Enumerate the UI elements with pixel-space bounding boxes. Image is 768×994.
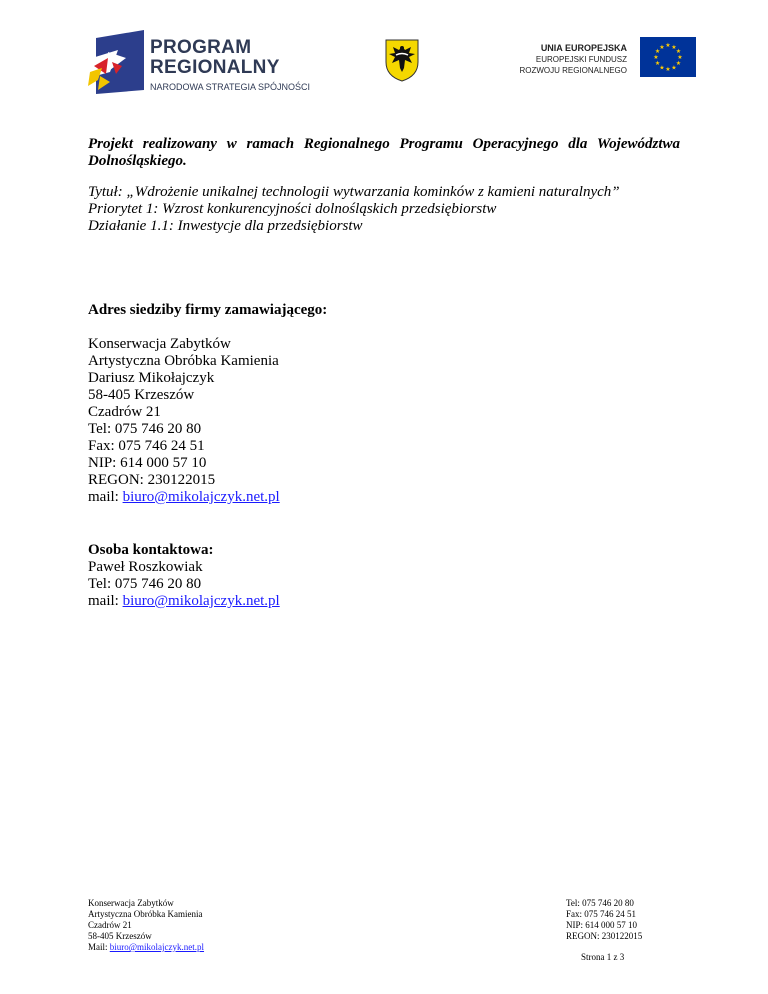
footer-mail-link[interactable]: biuro@mikolajczyk.net.pl <box>109 942 205 952</box>
footer-line: Fax: 075 746 24 51 <box>566 909 637 919</box>
address-lines <box>88 336 327 506</box>
program-regionalny-emblem-icon <box>88 28 148 96</box>
program-logo-line1: PROGRAM <box>150 37 252 58</box>
eu-flag-icon <box>640 37 696 82</box>
lower-silesia-coat-of-arms-icon <box>384 38 420 87</box>
footer-line: Tel: 075 746 20 80 <box>566 898 634 908</box>
footer-line: Konserwacja Zabytków <box>88 898 174 908</box>
project-details <box>88 184 680 235</box>
intro-text: Projekt realizowany w ramach Regionalnego Programu Operacyjnego dla Województwa Dolnośląskiego. <box>88 136 680 169</box>
address-mail-line <box>88 489 327 506</box>
address-line: NIP: 614 000 57 10 <box>88 455 207 471</box>
eu-star-icon: ★ <box>675 61 682 68</box>
eu-label <box>505 42 627 76</box>
contact-heading: Osoba kontaktowa: <box>88 542 214 558</box>
project-info <box>88 136 680 235</box>
eu-star-icon: ★ <box>654 49 661 56</box>
project-title: Tytuł: „Wdrożenie unikalnej technologii wytwarzania kominków z kamieni naturalnych” <box>88 184 620 200</box>
footer-company-info <box>88 898 204 953</box>
footer-mail-label: Mail: <box>88 942 110 952</box>
eu-star-icon: ★ <box>654 61 661 68</box>
eu-star-icon: ★ <box>671 65 677 72</box>
address-mail-label: mail: <box>88 489 123 505</box>
eu-star-icon: ★ <box>677 55 683 62</box>
address-heading: Adres siedziby firmy zamawiającego: <box>88 302 328 318</box>
contact-tel: Tel: 075 746 20 80 <box>88 576 202 592</box>
contact-mail-line <box>88 593 280 610</box>
page-number: Strona 1 z 3 <box>581 952 625 962</box>
address-line: Dariusz Mikołajczyk <box>88 370 215 386</box>
eu-star-icon: ★ <box>659 65 665 72</box>
address-line: 58-405 Krzeszów <box>88 387 195 403</box>
eu-star-icon: ★ <box>671 44 677 51</box>
eu-label-line2: EUROPEJSKI FUNDUSZ <box>535 55 627 64</box>
footer-line: NIP: 614 000 57 10 <box>566 920 638 930</box>
contact-name: Paweł Roszkowiak <box>88 559 203 575</box>
contact-mail-label: mail: <box>88 593 123 609</box>
program-logo-line2: REGIONALNY <box>150 57 280 78</box>
address-line: Konserwacja Zabytków <box>88 336 231 352</box>
contact-section <box>88 542 280 610</box>
footer-line: REGON: 230122015 <box>566 931 643 941</box>
footer-line: 58-405 Krzeszów <box>88 931 152 941</box>
project-priority: Priorytet 1: Wzrost konkurencyjności dolnośląskich przedsiębiorstw <box>88 201 497 217</box>
eu-star-icon: ★ <box>665 67 671 74</box>
eu-star-icon: ★ <box>659 44 665 51</box>
footer-line: Artystyczna Obróbka Kamienia <box>88 909 203 919</box>
footer-contact-info <box>566 898 642 942</box>
address-line: Czadrów 21 <box>88 404 161 420</box>
address-section <box>88 302 327 506</box>
contact-mail-link[interactable]: biuro@mikolajczyk.net.pl <box>122 593 280 609</box>
footer-line: Czadrów 21 <box>88 920 132 930</box>
program-regionalny-logo <box>88 28 318 96</box>
eu-label-line1: UNIA EUROPEJSKA <box>540 43 627 53</box>
eu-star-icon: ★ <box>675 49 682 56</box>
address-line: Fax: 075 746 24 51 <box>88 438 205 454</box>
program-logo-subtitle: NARODOWA STRATEGIA SPÓJNOŚCI <box>150 82 311 92</box>
footer-mail-line <box>88 942 204 953</box>
address-line: REGON: 230122015 <box>88 472 216 488</box>
eu-label-line3: ROZWOJU REGIONALNEGO <box>519 66 627 75</box>
address-line: Artystyczna Obróbka Kamienia <box>88 353 279 369</box>
address-line: Tel: 075 746 20 80 <box>88 421 202 437</box>
eu-star-icon: ★ <box>653 55 659 62</box>
eu-star-icon: ★ <box>665 43 671 50</box>
address-mail-link[interactable]: biuro@mikolajczyk.net.pl <box>122 489 280 505</box>
project-action: Działanie 1.1: Inwestycje dla przedsiębiorstw <box>88 218 363 234</box>
